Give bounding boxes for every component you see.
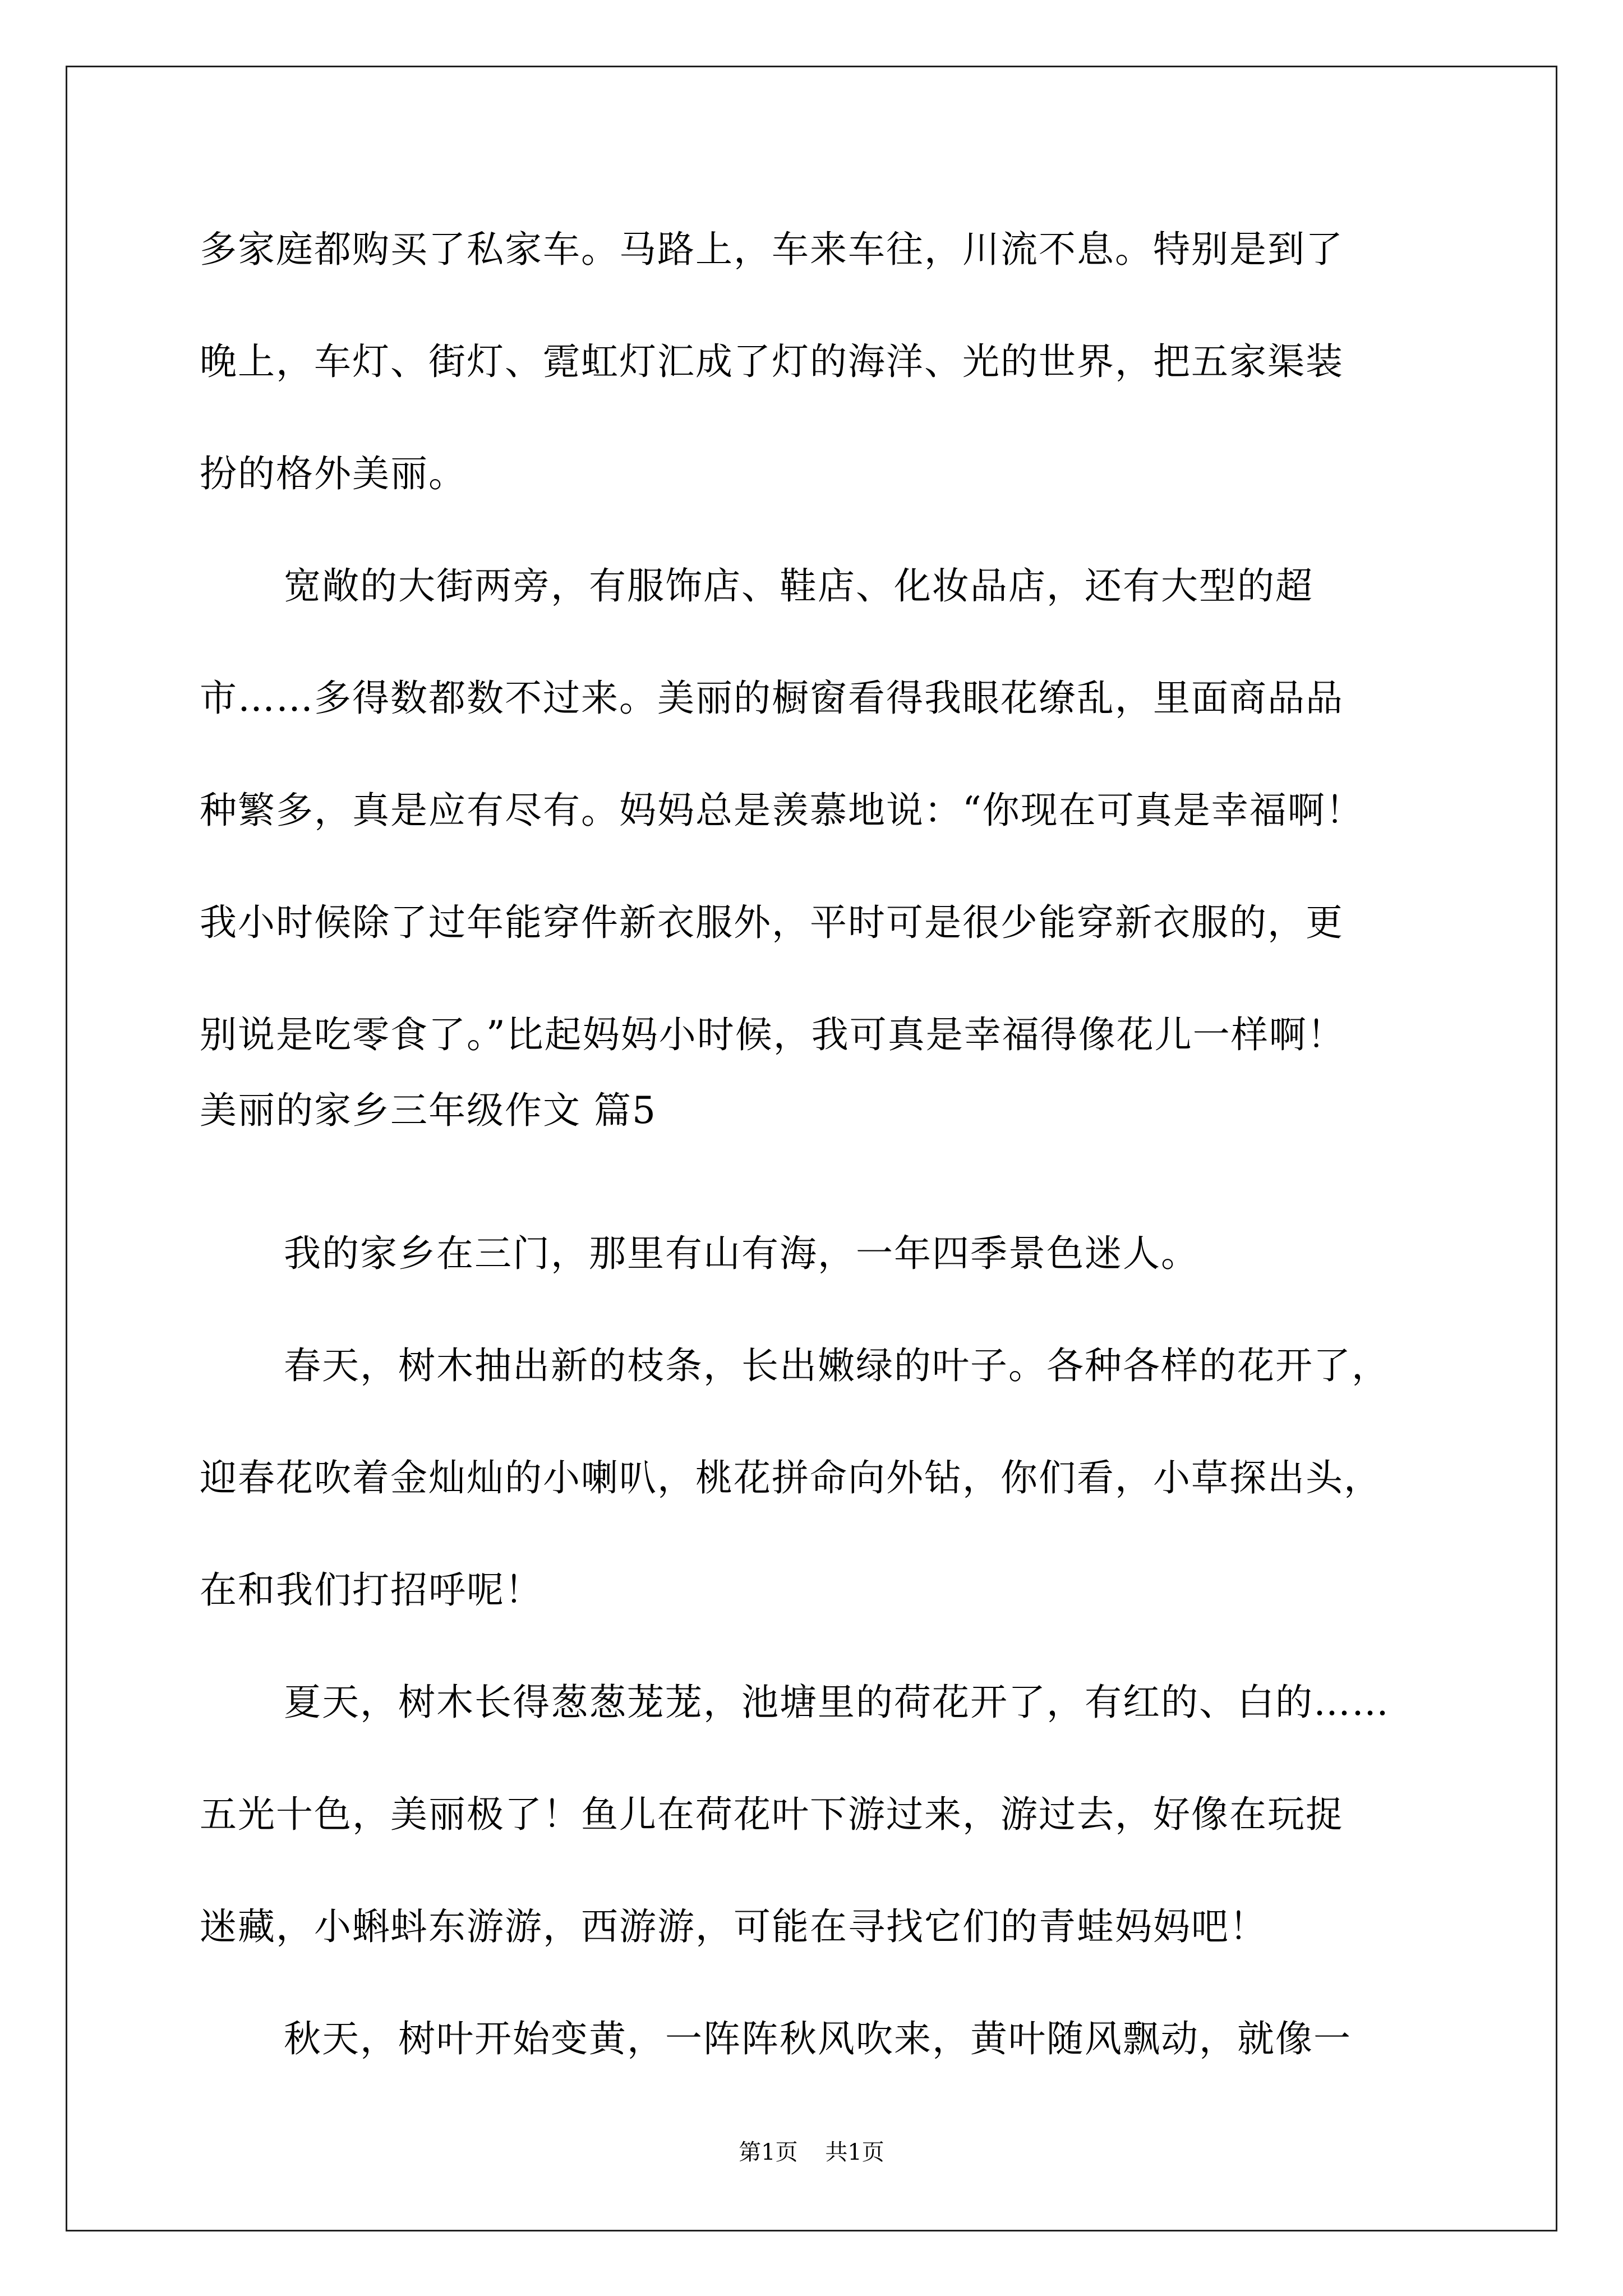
text-line: 宽敞的大街两旁，有服饰店、鞋店、化妆品店，还有大型的超 [284, 564, 1313, 608]
text-line: 我小时候除了过年能穿件新衣服外，平时可是很少能穿新衣服的，更 [200, 901, 1344, 944]
section-heading: 美丽的家乡三年级作文 篇5 [200, 1089, 657, 1132]
text-line: 春天，树木抽出新的枝条，长出嫩绿的叶子。各种各样的花开了， [284, 1344, 1390, 1387]
text-line: 晚上，车灯、街灯、霓虹灯汇成了灯的海洋、光的世界，把五家渠装 [200, 340, 1344, 383]
text-line: 迎春花吹着金灿灿的小喇叭，桃花拼命向外钻，你们看，小草探出头， [200, 1456, 1382, 1499]
text-line: 市……多得数都数不过来。美丽的橱窗看得我眼花缭乱，里面商品品 [200, 677, 1344, 720]
text-line: 种繁多，真是应有尽有。妈妈总是羡慕地说：“你现在可真是幸福啊！ [200, 789, 1364, 832]
text-line: 在和我们打招呼呢！ [200, 1568, 543, 1612]
text-line: 五光十色，美丽极了！鱼儿在荷花叶下游过来，游过去，好像在玩捉 [200, 1793, 1344, 1836]
text-line: 多家庭都购买了私家车。马路上，车来车往，川流不息。特别是到了 [200, 228, 1344, 271]
text-line: 秋天，树叶开始变黄，一阵阵秋风吹来，黄叶随风飘动，就像一 [284, 2017, 1352, 2060]
page-number-current: 第1页 [739, 2139, 798, 2165]
page-number-total: 共1页 [825, 2139, 884, 2165]
text-line: 我的家乡在三门，那里有山有海，一年四季景色迷人。 [284, 1232, 1199, 1275]
text-line: 别说是吃零食了。”比起妈妈小时候，我可真是幸福得像花儿一样啊！ [200, 1013, 1345, 1056]
text-line: 迷藏，小蝌蚪东游游，西游游，可能在寻找它们的青蛙妈妈吧！ [200, 1905, 1267, 1948]
text-line: 夏天，树木长得葱葱茏茏，池塘里的荷花开了，有红的、白的…… [284, 1681, 1390, 1724]
page-footer [0, 2138, 1623, 2166]
text-line: 扮的格外美丽。 [200, 452, 467, 495]
